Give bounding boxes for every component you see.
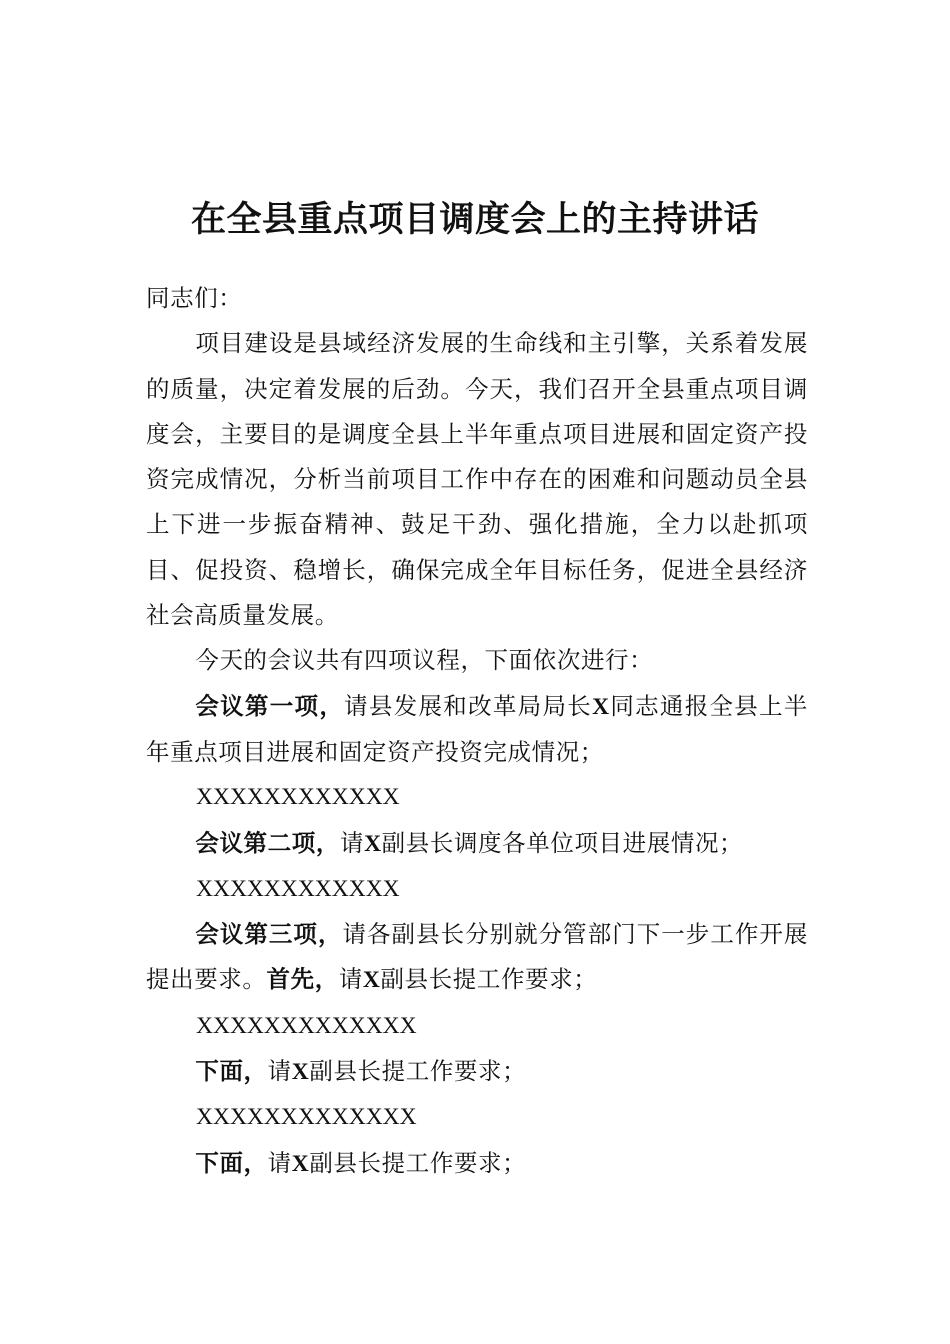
agenda-item-2-heading: 会议第二项，	[195, 828, 340, 857]
agenda-item-1-heading: 会议第一项，	[195, 691, 345, 720]
page-title: 在全县重点项目调度会上的主持讲话	[190, 199, 759, 241]
agenda-item-3-heading: 会议第三项，	[195, 920, 343, 949]
agenda-item-3-text-b: 请	[338, 965, 363, 994]
agenda-item-2-name: X	[364, 830, 382, 857]
next-speaker-2-heading: 下面，	[195, 1148, 268, 1177]
agenda-intro: 今天的会议共有四项议程，下面依次进行：	[195, 646, 654, 675]
agenda-item-2-text-b: 副县长调度各单位项目进展情况；	[381, 828, 744, 857]
next-speaker-1-name: X	[291, 1059, 310, 1086]
agenda-item-1-name: X	[592, 693, 610, 720]
next-speaker-1-placeholder: XXXXXXXXXXXXX	[196, 1104, 417, 1131]
next-speaker-1-heading: 下面，	[195, 1057, 268, 1086]
agenda-item-2-text-a: 请	[339, 828, 365, 857]
next-speaker-1-text-a: 请	[267, 1057, 292, 1086]
intro-paragraph: 项目建设是县域经济发展的生命线和主引擎，关系着发展的质量，决定着发展的后劲。今天，我们召开全县重点项目调度会，主要目的是调度全县上半年重点项目进展和固定资产投资完成情况，分析当前项目工作中存在的困难和问题动员全县上下进一步振奋精神、鼓足干劲、强化措施，全力以赴抓项目、促投资、稳增长，确保完成全年目标任务，促进全县经济社会高质量发展。	[146, 329, 808, 630]
next-speaker-1-text-b: 副县长提工作要求；	[309, 1057, 527, 1086]
agenda-item-3-text-a: 请各副县长分别就分管部门下一步工作开展提出要求。	[146, 920, 808, 994]
next-speaker-1	[146, 1049, 808, 1095]
agenda-item-2	[146, 821, 808, 867]
agenda-item-1-text-b: 同志通报全县上半年重点项目进展和固定资产投资完成情况；	[146, 691, 808, 766]
agenda-item-3	[146, 912, 808, 1004]
next-speaker-2	[146, 1141, 808, 1187]
speech-body	[146, 276, 808, 1187]
next-speaker-2-text-a: 请	[267, 1148, 292, 1177]
salutation: 同志们：	[146, 284, 243, 312]
agenda-item-3-placeholder: XXXXXXXXXXXXX	[196, 1012, 417, 1039]
agenda-item-1-placeholder: XXXXXXXXXXXX	[196, 784, 400, 811]
agenda-item-1-text-a: 请县发展和改革局局长	[344, 691, 593, 720]
agenda-item-3-name: X	[362, 967, 381, 994]
agenda-item-3-text-c: 副县长提工作要求；	[380, 965, 598, 994]
agenda-item-1	[146, 684, 808, 776]
agenda-item-2-placeholder: XXXXXXXXXXXX	[196, 875, 400, 902]
agenda-item-3-first-heading: 首先，	[266, 965, 339, 994]
next-speaker-2-text-b: 副县长提工作要求；	[309, 1148, 527, 1177]
next-speaker-2-name: X	[291, 1150, 310, 1177]
